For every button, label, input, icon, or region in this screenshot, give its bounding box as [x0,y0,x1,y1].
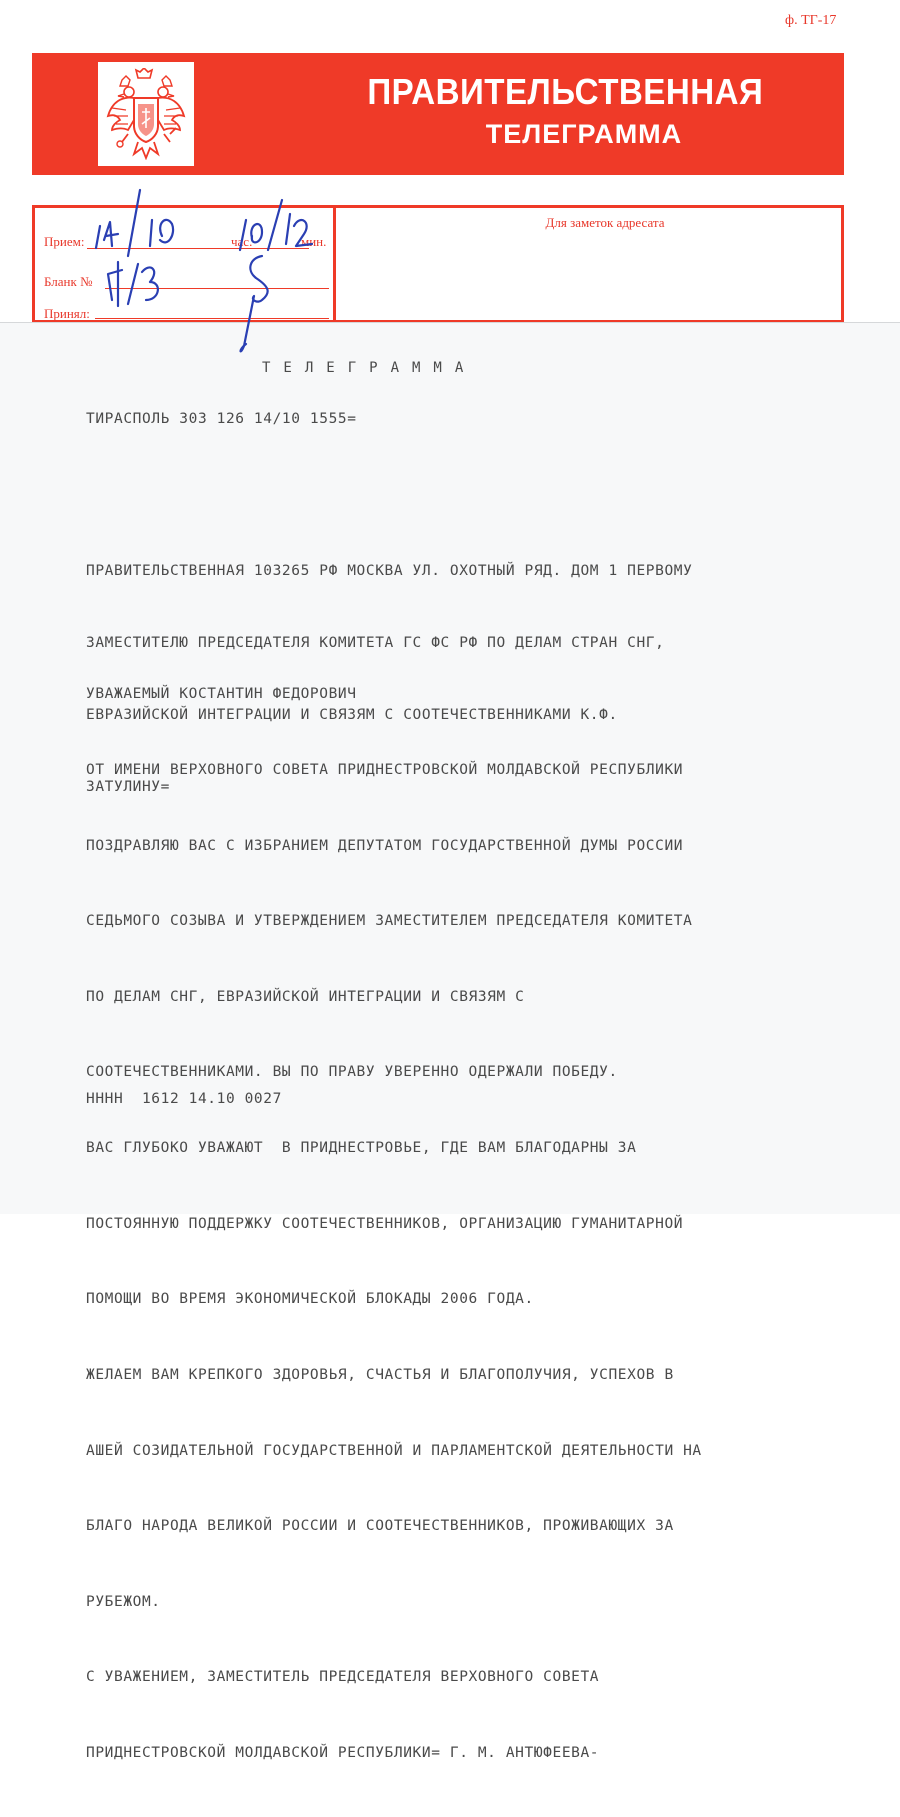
accepted-label: Принял: [44,306,90,321]
body-line: ПРИДНЕСТРОВСКОЙ МОЛДАВСКОЙ РЕСПУБЛИКИ= Г. М. АНТЮФЕЕВА- [86,1744,600,1761]
reception-divider [333,208,336,320]
body-line: ЖЕЛАЕМ ВАМ КРЕПКОГО ЗДОРОВЬЯ, СЧАСТЬЯ И БЛАГОПОЛУЧИЯ, УСПЕХОВ В [86,1366,674,1383]
body-line: УВАЖАЕМЫЙ КОСТАНТИН ФЕДОРОВИЧ [86,686,357,703]
dispatch-line: ТИРАСПОЛЬ 303 126 14/10 1555= [86,411,357,427]
header-banner [32,53,844,175]
body-line: ПОМОЩИ ВО ВРЕМЯ ЭКОНОМИЧЕСКОЙ БЛОКАДЫ 2006 ГОДА. [86,1291,534,1308]
reception-box [32,205,844,323]
telegram-header: ТЕЛЕГРАММА [262,360,477,376]
emblem-box [98,62,194,166]
body-line: АШЕЙ СОЗИДАТЕЛЬНОЙ ГОСУДАРСТВЕННОЙ И ПАРЛАМЕНТСКОЙ ДЕЯТЕЛЬНОСТИ НА [86,1442,702,1459]
notes-label: Для заметок адресата [545,215,665,230]
body-line: С УВАЖЕНИЕМ, ЗАМЕСТИТЕЛЬ ПРЕДСЕДАТЕЛЯ ВЕРХОВНОГО СОВЕТА [86,1669,600,1686]
form-number-line [105,288,329,289]
body-line: РУБЕЖОМ. [86,1593,161,1610]
banner-title: ПРАВИТЕЛЬСТВЕННАЯ [367,71,764,112]
received-label: Прием: [44,234,85,249]
form-code: ф. ТГ-17 [785,13,837,28]
address-line: ЗАТУЛИНУ= [86,779,170,795]
russian-coat-of-arms-icon [104,68,188,160]
body-line: ВАС ГЛУБОКО УВАЖАЮТ В ПРИДНЕСТРОВЬЕ, ГДЕ ВАМ БЛАГОДАРНЫ ЗА [86,1140,637,1157]
telegram-sheet [0,322,900,1761]
body-line: БЛАГО НАРОДА ВЕЛИКОЙ РОССИИ И СООТЕЧЕСТВЕННИКОВ, ПРОЖИВАЮЩИХ ЗА [86,1518,674,1535]
message-body [86,632,702,1817]
footer-line: НННН 1612 14.10 0027 [86,1091,282,1107]
body-line: СЕДЬМОГО СОЗЫВА И УТВЕРЖДЕНИЕМ ЗАМЕСТИТЕЛЕМ ПРЕДСЕДАТЕЛЯ КОМИТЕТА [86,913,693,930]
address-line: ЗАМЕСТИТЕЛЮ ПРЕДСЕДАТЕЛЯ КОМИТЕТА ГС ФС РФ ПО ДЕЛАМ СТРАН СНГ, [86,635,665,651]
body-line: СООТЕЧЕСТВЕННИКАМИ. ВЫ ПО ПРАВУ УВЕРЕННО ОДЕРЖАЛИ ПОБЕДУ. [86,1064,618,1081]
body-line: ПО ДЕЛАМ СНГ, ЕВРАЗИЙСКОЙ ИНТЕГРАЦИИ И СВЯЗЯМ С [86,988,525,1005]
body-line: ОТ ИМЕНИ ВЕРХОВНОГО СОВЕТА ПРИДНЕСТРОВСКОЙ МОЛДАВСКОЙ РЕСПУБЛИКИ [86,762,684,779]
body-line: ПОЗДРАВЛЯЮ ВАС С ИЗБРАНИЕМ ДЕПУТАТОМ ГОСУДАРСТВЕННОЙ ДУМЫ РОССИИ [86,837,684,854]
body-line: ПОСТОЯННУЮ ПОДДЕРЖКУ СООТЕЧЕСТВЕННИКОВ, ОРГАНИЗАЦИЮ ГУМАНИТАРНОЙ [86,1215,684,1232]
accepted-line [95,318,329,319]
minute-label: мин. [301,234,327,249]
hour-label: час. [231,234,253,249]
banner-subtitle: ТЕЛЕГРАММА [485,119,683,149]
address-line: ЕВРАЗИЙСКОЙ ИНТЕГРАЦИИ И СВЯЗЯМ С СООТЕЧЕСТВЕННИКАМИ К.Ф. [86,707,618,723]
address-line: ПРАВИТЕЛЬСТВЕННАЯ 103265 РФ МОСКВА УЛ. ОХОТНЫЙ РЯД. ДОМ 1 ПЕРВОМУ [86,563,693,579]
form-number-label: Бланк № [44,274,93,289]
